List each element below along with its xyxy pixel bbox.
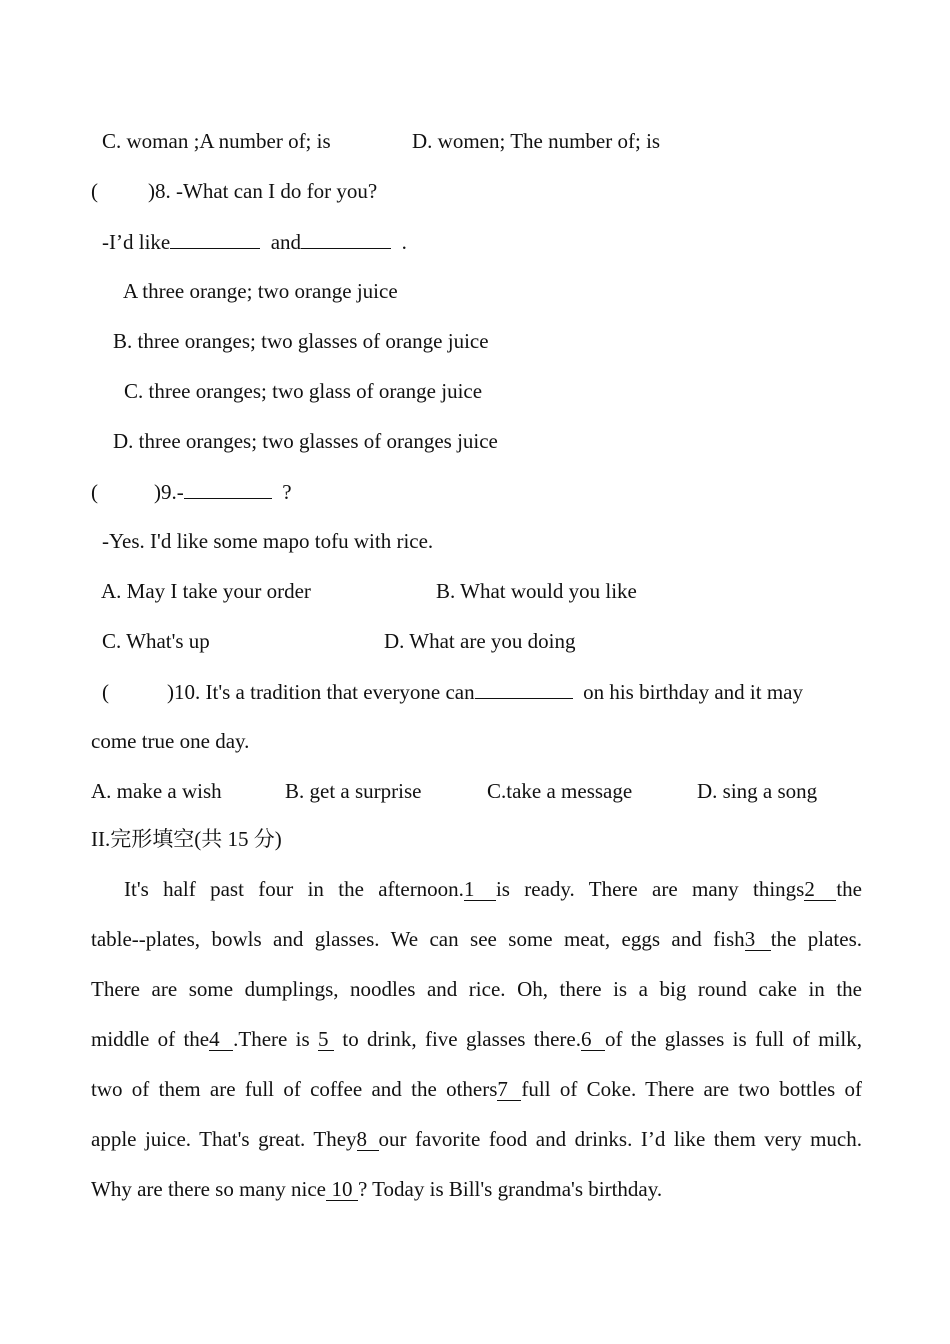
passage-text: middle of the (91, 1027, 210, 1051)
q10-option-c: C.take a message (487, 779, 633, 803)
q8-option-a: A three orange; two orange juice (123, 279, 398, 303)
q10-option-d: D. sing a song (697, 779, 818, 803)
passage-line-6 (91, 1126, 862, 1152)
q10-stem (102, 678, 803, 705)
q8-option-b: B. three oranges; two glasses of orange juice (113, 329, 489, 353)
cloze-blank-8[interactable]: 8 (357, 1128, 379, 1151)
cloze-blank-5[interactable]: 5 (318, 1028, 334, 1051)
q9-number: )9.- (154, 480, 184, 504)
q10-number: )10. (167, 680, 201, 704)
q9-response: -Yes. I'd like some mapo tofu with rice. (102, 529, 434, 553)
q8-response-end: . (401, 230, 407, 254)
q8-paren-open: ( (91, 179, 98, 203)
passage-text: the (836, 877, 862, 901)
passage-text: is ready. There are many things (495, 877, 805, 901)
q10-stem-start: It's a tradition that everyone can (205, 680, 475, 704)
passage-line-2 (91, 926, 862, 952)
q8-option-d: D. three oranges; two glasses of oranges juice (113, 429, 498, 453)
q7-option-c: C. woman ;A number of; is (102, 129, 331, 153)
q8-option-c: C. three oranges; two glass of orange juice (124, 379, 483, 403)
q9-option-b: B. What would you like (436, 579, 637, 603)
q9-option-a: A. May I take your order (101, 579, 311, 603)
q10-stem-cont: come true one day. (91, 729, 250, 753)
q9-option-d: D. What are you doing (384, 629, 576, 653)
passage-text: It's half past four in the afternoon. (124, 877, 464, 901)
q10-option-b: B. get a surprise (285, 779, 422, 803)
q10-paren-open: ( (102, 680, 109, 704)
passage-text: full of Coke. There are two bottles of (521, 1077, 862, 1101)
cloze-blank-1[interactable]: 1 (464, 878, 496, 901)
q8-blank-1[interactable] (170, 228, 260, 249)
cloze-blank-7[interactable]: 7 (497, 1078, 521, 1101)
passage-text: apple juice. That's great. They (91, 1127, 357, 1151)
q8-response-start: -I’d like (102, 230, 171, 254)
cloze-blank-4[interactable]: 4 (209, 1028, 233, 1051)
q9-blank[interactable] (184, 478, 272, 499)
q9-paren-open: ( (91, 480, 98, 504)
passage-text: to drink, five glasses there. (342, 1027, 581, 1051)
passage-text: the plates. (770, 927, 863, 951)
cloze-blank-2[interactable]: 2 (804, 878, 836, 901)
cloze-blank-10[interactable]: 10 (326, 1178, 358, 1201)
passage-line-5 (91, 1076, 862, 1102)
q10-option-a: A. make a wish (91, 779, 222, 803)
cloze-blank-6[interactable]: 6 (581, 1028, 605, 1051)
q9-option-c: C. What's up (102, 629, 210, 653)
passage-line-4 (91, 1026, 862, 1052)
section-2-heading: II.完形填空(共 15 分) (91, 827, 282, 851)
q7-option-d: D. women; The number of; is (412, 129, 661, 153)
passage-text: Why are there so many nice (91, 1177, 326, 1201)
passage-text: .There is (233, 1027, 310, 1051)
passage-text: ? Today is Bill's grandma's birthday. (357, 1177, 663, 1201)
cloze-blank-3[interactable]: 3 (745, 928, 771, 951)
passage-line-7 (91, 1176, 662, 1202)
q8-number: )8. (148, 179, 171, 203)
q10-stem-end: on his birthday and it may (583, 680, 803, 704)
passage-line-1 (124, 876, 862, 902)
passage-line-3: There are some dumplings, noodles and rice. Oh, there is a big round cake in the (91, 977, 862, 1001)
q8-response (102, 228, 407, 255)
q8-blank-2[interactable] (301, 228, 391, 249)
q10-blank[interactable] (475, 678, 573, 699)
q8-stem (91, 178, 377, 204)
q9-stem (91, 478, 292, 505)
passage-text: table--plates, bowls and glasses. We can see some meat, eggs and fish (91, 927, 745, 951)
passage-text: two of them are full of coffee and the others (91, 1077, 498, 1101)
q8-prompt: -What can I do for you? (176, 179, 378, 203)
q8-response-and: and (270, 230, 302, 254)
q9-question-mark: ? (282, 480, 292, 504)
passage-text: of the glasses is full of milk, (604, 1027, 863, 1051)
passage-text: our favorite food and drinks. I’d like them very much. (378, 1127, 862, 1151)
